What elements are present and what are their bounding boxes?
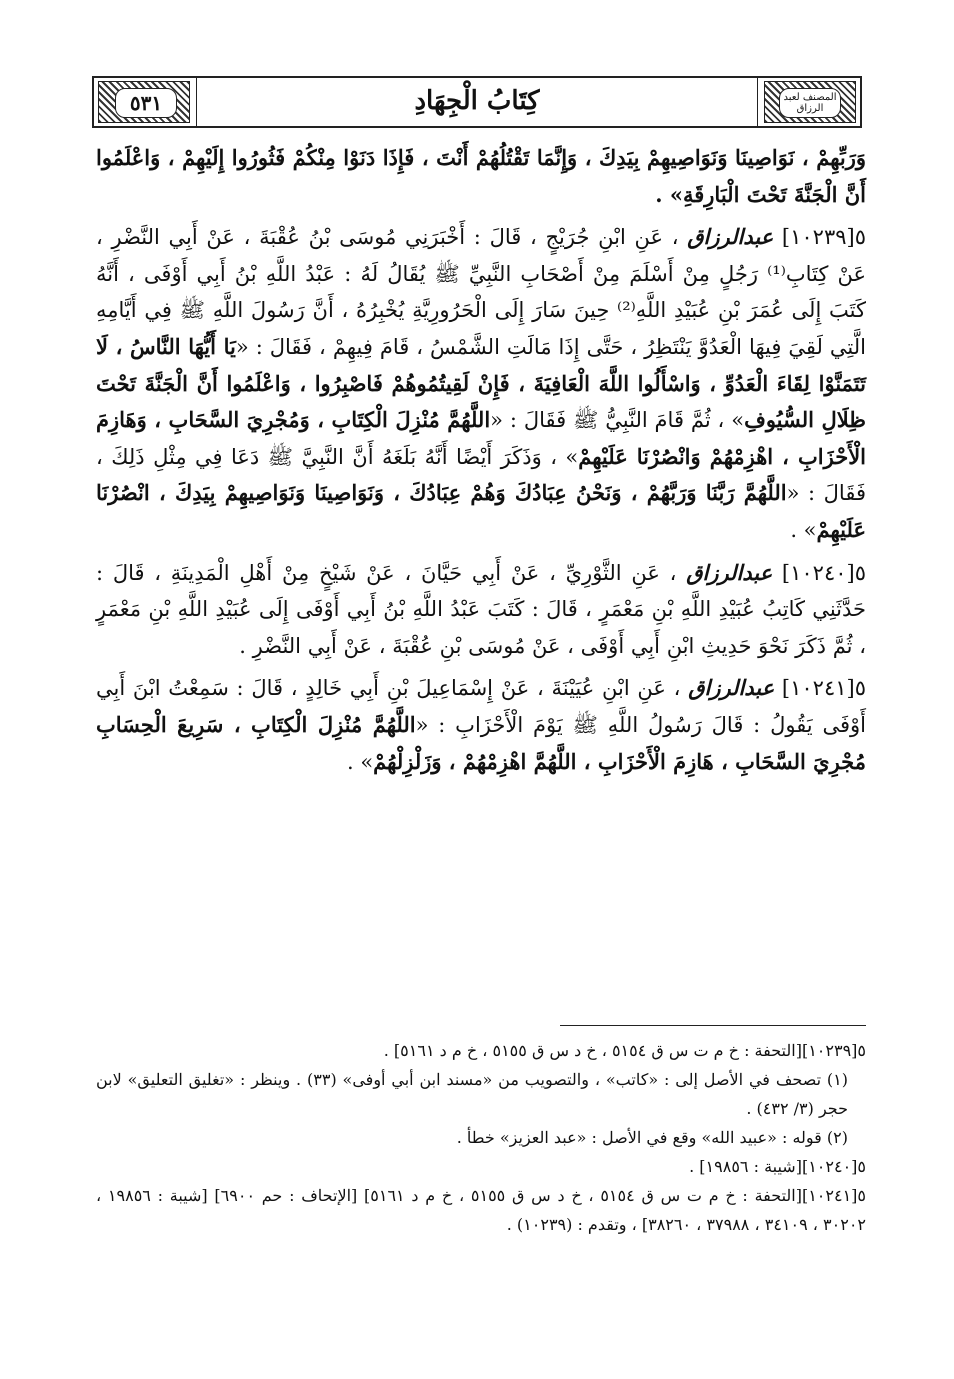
hadith-number: ٥[١٠٢٤١]	[774, 676, 866, 701]
footnote-10241: ٥[١٠٢٤١][التحفة : خ م ت س ق ٥١٥٤ ، خ د س ق ٥١٥٥ ، خ م د ٥١٦١] [الإتحاف : حم ٦٩٠٠] [شيبة : ١٩٨٥٦ ، ٣٠٢٠٢ ، ٣٤١٠٩ ، ٣٧٩٨٨ ، ٣٨٢٦٠] ، وتقدم : (١٠٢٣٩) .	[96, 1186, 867, 1234]
footnote-separator	[560, 1025, 866, 1026]
prophetic-saying: اللَّهُمَّ رَبَّنَا وَرَبَّهُمْ ، وَنَحْنُ عِبَادُكَ وَهُمْ عِبَادُكَ ، وَنَوَاصِينَا وَنَوَاصِيهِمْ بِيَدِكَ ، انْصُرْنَا عَلَيْهِمْ	[96, 480, 866, 542]
footnote-1: (١) تصحف في الأصل إلى : «كاتب» ، والتصويب من «مسند ابن أبي أوفى» (٣٣) . وينظر : «تغليق التعليق» لابن حجر (٣/ ٤٣٢) .	[96, 1070, 848, 1118]
hadith-text: ، عَنِ ابْنِ جُرَيْجٍ ، قَالَ : أَخْبَرَنِي مُوسَى بْنُ عُقْبَةَ ، عَنْ أَبِي النَّضْرِ ، عَنْ كِتَابِ⁽¹⁾ رَجُلٍ مِنْ أَسْلَمَ مِنْ أَصْحَابِ النَّبِيِّ ﷺ يُقَالُ لَهُ : عَبْدُ اللَّهِ بْنُ أَبِي أَوْفَى ، أَنَّهُ كَتَبَ إِلَى عُمَرَ بْنِ عُبَيْدِ اللَّهِ⁽²⁾ حِينَ سَارَ إِلَى الْحَرُورِيَّةِ يُخْبِرُهُ ، أَنَّ رَسُولَ اللَّهِ ﷺ فِي أَيَّامِهِ الَّتِي لَقِيَ فِيهَا الْعَدُوَّ يَنْتَظِرُ ، حَتَّى إِذَا مَالَتِ الشَّمْسُ ، قَامَ فِيهِمْ ، فَقَالَ : «	[96, 225, 866, 359]
hadith-10240	[96, 555, 866, 665]
ornament-left	[98, 81, 190, 123]
prophetic-saying: اللَّهُمَّ مُنْزِلَ الْكِتَابِ ، وَمُجْرِيَ السَّحَابِ ، وَهَازِمَ الْأَحْزَابِ ، اهْزِمْهُمْ وَانْصُرْنَا عَلَيْهِمْ	[96, 407, 866, 469]
page-header	[92, 76, 862, 128]
hadith-number: ٥[١٠٢٤٠]	[772, 560, 867, 585]
ornament-right	[764, 81, 856, 123]
chapter-title: كِتَابُ الْجِهَادِ	[196, 78, 758, 126]
footnote-10240: ٥[١٠٢٤٠][شيبة : ١٩٨٥٦] .	[689, 1157, 866, 1176]
hadith-text: ، عَنِ ابْنِ عُيَيْنَةَ ، عَنْ إِسْمَاعِيلَ بْنِ أَبِي خَالِدٍ ، قَالَ : سَمِعْتُ ابْنَ أَبِي أَوْفَى يَقُولُ : قَالَ رَسُولُ اللَّهِ ﷺ يَوْمَ الْأَحْزَابِ : «	[96, 676, 867, 737]
footnote-2: (٢) قوله : «عبيد الله» وقع في الأصل : «عبد العزيز» خطأ .	[456, 1128, 848, 1147]
author-name: عبدالرزاق	[688, 675, 775, 701]
hadith-text: » ، وَذَكَرَ أَيْضًا أَنَّهُ بَلَغَهُ أَنَّ النَّبِيَّ ﷺ دَعَا فِي مِثْلِ ذَلِكَ ، فَقَالَ : «	[96, 444, 866, 506]
prophetic-saying: اللَّهُمَّ مُنْزِلَ الْكِتَابِ ، سَرِيعَ الْحِسَابِ مُجْرِيَ السَّحَابِ ، هَازِمَ الْأَحْزَابِ ، اللَّهُمَّ اهْزِمْهُمْ ، وَزَلْزِلْهُمْ	[96, 711, 866, 774]
page-number: ٥٣١	[115, 88, 177, 118]
hadith-text: » .	[346, 749, 374, 774]
footnote-10239: ٥[١٠٢٣٩][التحفة : خ م ت س ق ٥١٥٤ ، خ د س ق ٥١٥٥ ، خ م د ٥١٦١] .	[383, 1041, 866, 1060]
main-text	[96, 140, 866, 780]
book-label: المصنف لعبد الرزاق	[779, 88, 841, 118]
hadith-text: » ، ثُمَّ قَامَ النَّبِيُّ ﷺ فَقَالَ : «	[490, 408, 745, 433]
prophetic-saying: يَا أَيُّهَا النَّاسُ ، لَا تَتَمَنَّوْا لِقَاءَ الْعَدُوِّ ، وَاسْأَلُوا اللَّهَ الْعَافِيَةَ ، فَإِنْ لَقِيتُمُوهُمْ فَاصْبِرُوا ، وَاعْلَمُوا أَنَّ الْجَنَّةَ تَحْتَ ظِلَالِ السُّيُوفِ	[96, 333, 866, 433]
continuation-paragraph: وَرَبِّهِمْ ، نَوَاصِينَا وَنَوَاصِيهِمْ بِيَدِكَ ، وَإِنَّمَا تَقْتُلُهُمْ أَنْتَ ، فَإِذَا دَنَوْا مِنْكُمْ فَثُورُوا إِلَيْهِمْ ، وَاعْلَمُوا أَنَّ الْجَنَّةَ تَحْتَ الْبَارِقَةِ» .	[96, 145, 866, 207]
footnotes	[96, 1036, 866, 1239]
author-name: عبدالرزاق	[687, 224, 774, 250]
hadith-number: ٥[١٠٢٣٩]	[773, 225, 866, 250]
hadith-text: ، عَنِ الثَّوْرِيِّ ، عَنْ أَبِي حَيَّانَ ، عَنْ شَيْخٍ مِنْ أَهْلِ الْمَدِينَةِ ، قَالَ : حَدَّثَنِي كَاتِبُ عُبَيْدِ اللَّهِ بْنِ مَعْمَرٍ ، قَالَ : كَتَبَ عَبْدُ اللَّهِ بْنُ أَبِي أَوْفَى إِلَى عُبَيْدِ اللَّهِ بْنِ مَعْمَرٍ ، ثُمَّ ذَكَرَ نَحْوَ حَدِيثِ ابْنِ أَبِي أَوْفَى ، عَنْ مُوسَى بْنِ عُقْبَةَ ، عَنْ أَبِي النَّضْرِ .	[96, 560, 866, 658]
hadith-10241	[96, 670, 866, 780]
author-name: عبدالرزاق	[686, 559, 773, 585]
hadith-text: » .	[790, 517, 817, 542]
hadith-10239	[96, 219, 866, 548]
